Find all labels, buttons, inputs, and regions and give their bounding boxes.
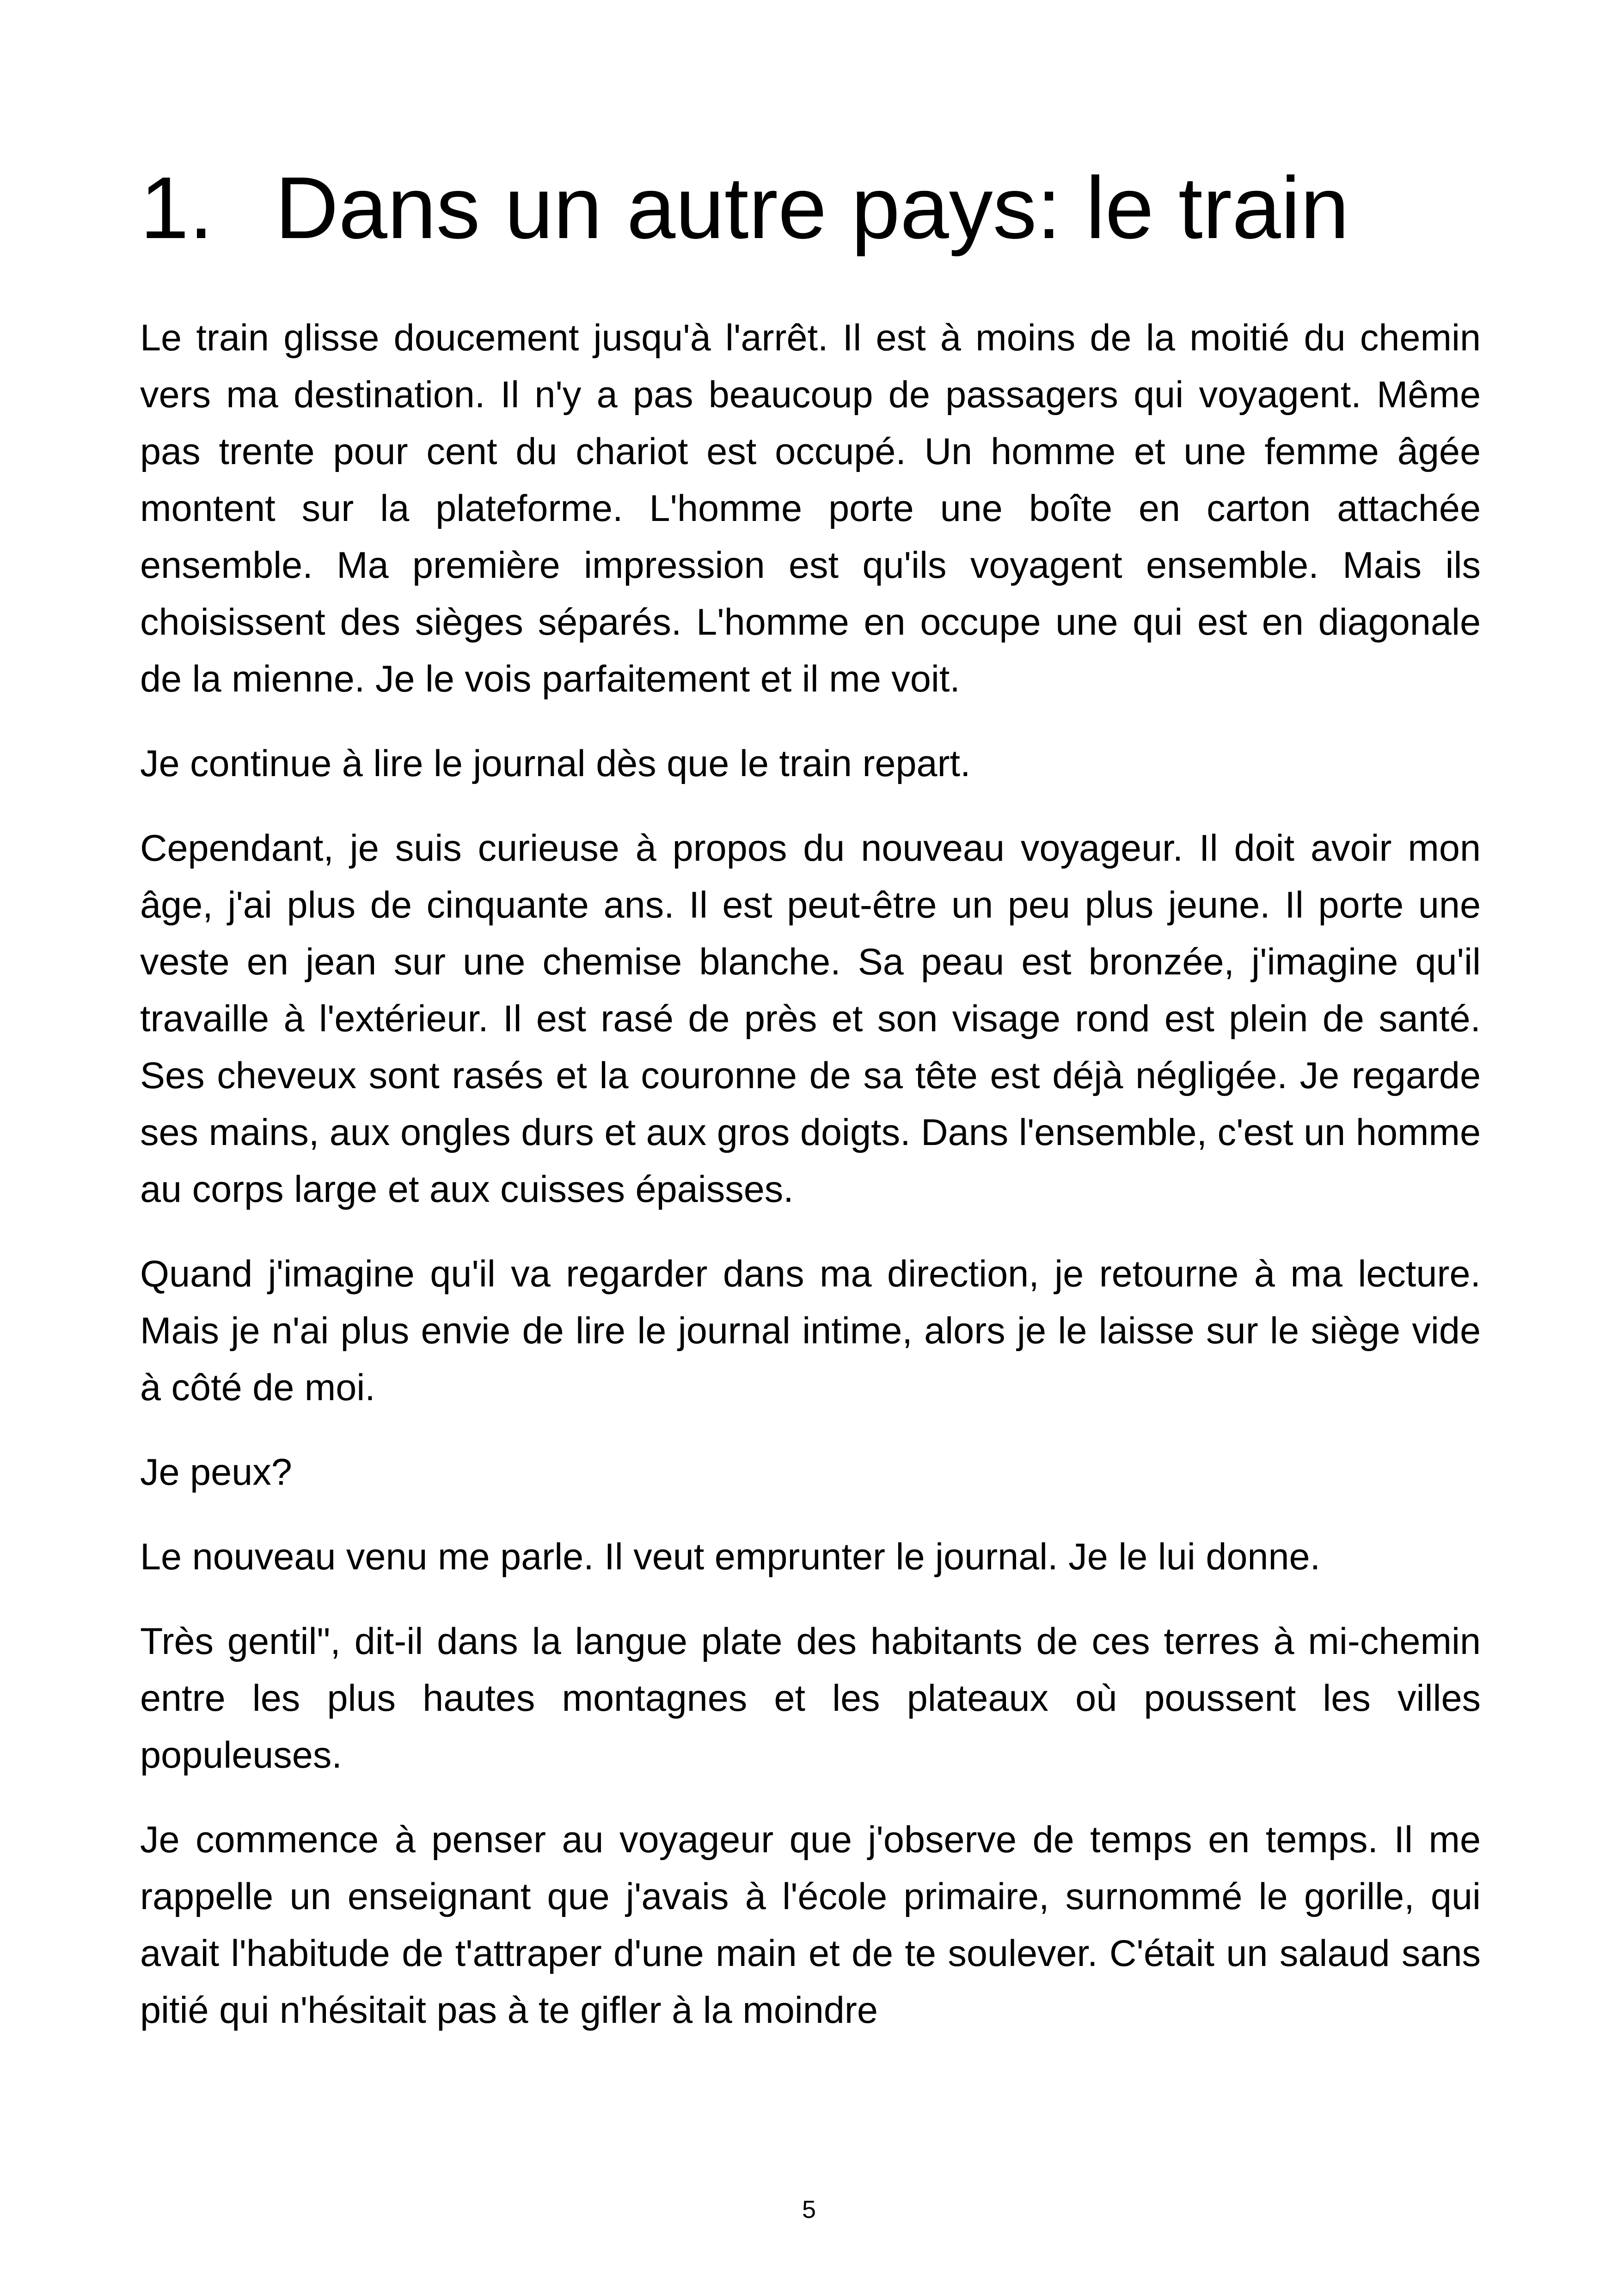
paragraph: Cependant, je suis curieuse à propos du nouveau voyageur. Il doit avoir mon âge, j'ai plus de cinquante ans. Il est peut-être un peu plus jeune. Il porte une veste en jean sur une chemise blanche. Sa peau est bronzée, j'imagine qu'il travaille à l'extérieur. Il est rasé de près et son visage rond est plein de santé. Ses cheveux sont rasés et la couronne de sa tête est déjà négligée. Je regarde ses mains, aux ongles durs et aux gros doigts. Dans l'ensemble, c'est un homme au corps large et aux cuisses épaisses. xyxy=(140,827,1481,1210)
body-text xyxy=(140,310,1481,2067)
paragraph: Très gentil", dit-il dans la langue plate des habitants de ces terres à mi-chemin entre les plus hautes montagnes et les plateaux où poussent les villes populeuses. xyxy=(140,1621,1481,1776)
paragraph: Le train glisse doucement jusqu'à l'arrêt. Il est à moins de la moitié du chemin vers ma destination. Il n'y a pas beaucoup de passagers qui voyagent. Même pas trente pour cent du chariot est occupé. Un homme et une femme âgée montent sur la plateforme. L'homme porte une boîte en carton attachée ensemble. Ma première impression est qu'ils voyagent ensemble. Mais ils choisissent des sièges séparés. L'homme en occupe une qui est en diagonale de la mienne. Je le vois parfaitement et il me voit. xyxy=(140,317,1481,700)
chapter-title: Dans un autre pays: le train xyxy=(275,159,1349,257)
paragraph: Je commence à penser au voyageur que j'observe de temps en temps. Il me rappelle un enseignant que j'avais à l'école primaire, surnommé le gorille, qui avait l'habitude de t'attraper d'une main et de te soulever. C'était un salaud sans pitié qui n'hésitait pas à te gifler à la moindre xyxy=(140,1819,1481,2031)
paragraph: Le nouveau venu me parle. Il veut emprunter le journal. Je le lui donne. xyxy=(140,1536,1321,1578)
paragraph: Je peux? xyxy=(140,1451,292,1493)
paragraph: Quand j'imagine qu'il va regarder dans ma direction, je retourne à ma lecture. Mais je n'ai plus envie de lire le journal intime, alors je le laisse sur le siège vide à côté de moi. xyxy=(140,1253,1481,1408)
paragraph: Je continue à lire le journal dès que le train repart. xyxy=(140,743,971,784)
chapter-number: 1. xyxy=(140,159,214,257)
page-number: 5 xyxy=(802,2196,816,2223)
chapter-heading xyxy=(140,150,1481,266)
